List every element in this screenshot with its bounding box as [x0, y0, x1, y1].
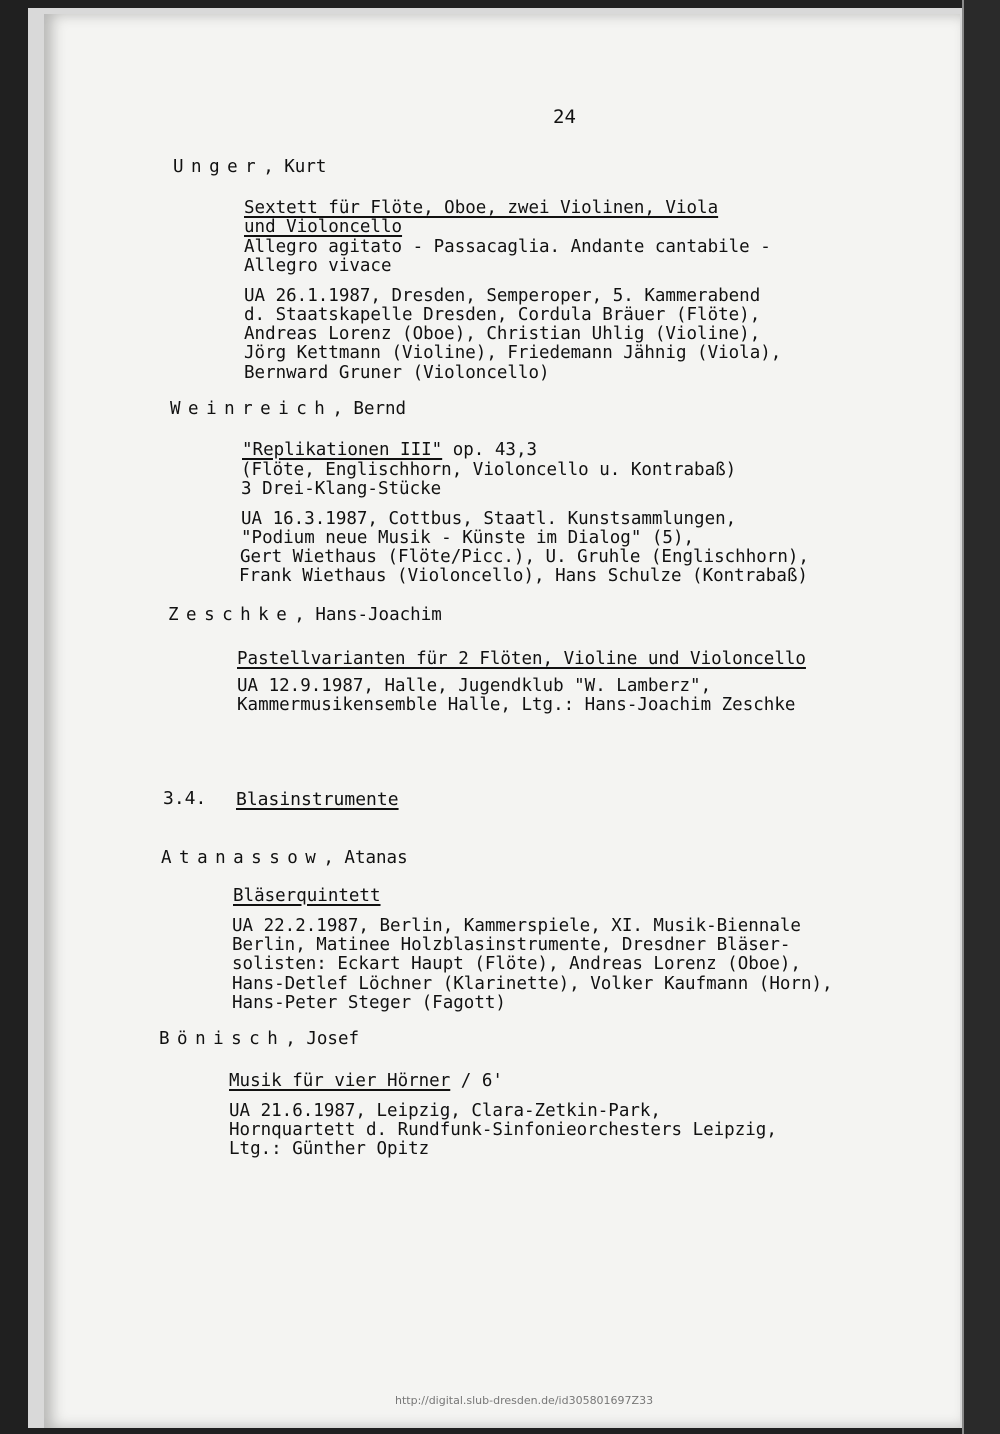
composer-firstname: Bernd	[353, 399, 407, 419]
composer-firstname: Josef	[306, 1029, 360, 1049]
work-title-line2: und Violoncello	[244, 217, 403, 237]
section-number: 3.4.	[163, 788, 207, 809]
work-title-row	[242, 441, 537, 460]
premiere-line: UA 26.1.1987, Dresden, Semperoper, 5. Kammerabend	[244, 286, 761, 306]
work-details-line: Allegro vivace	[244, 256, 392, 276]
premiere-line: UA 22.2.1987, Berlin, Kammerspiele, XI. Musik-Biennale	[232, 916, 801, 936]
composer-firstname: Hans-Joachim	[315, 605, 442, 625]
composer-surname: Zeschke	[168, 605, 295, 625]
work-details-line: Allegro agitato - Passacaglia. Andante cantabile -	[244, 237, 771, 257]
composer-heading: Unger, Kurt	[173, 157, 327, 177]
work-title: Bläserquintett	[233, 886, 381, 906]
work-title: Sextett für Flöte, Oboe, zwei Violinen, Viola	[244, 198, 719, 218]
premiere-line: Hans-Peter Steger (Fagott)	[232, 993, 506, 1013]
premiere-line: "Podium neue Musik - Künste im Dialog" (5),	[241, 528, 695, 548]
section-title: Blasinstrumente	[236, 789, 399, 810]
premiere-line: UA 12.9.1987, Halle, Jugendklub "W. Lamberz",	[237, 676, 712, 696]
composer-surname: Bönisch	[159, 1029, 286, 1049]
premiere-line: Kammermusikensemble Halle, Ltg.: Hans-Joachim Zeschke	[237, 695, 796, 715]
premiere-line: Ltg.: Günther Opitz	[229, 1139, 430, 1159]
work-title: Pastellvarianten für 2 Flöten, Violine und Violoncello	[237, 649, 806, 669]
composer-heading: Weinreich, Bernd	[170, 399, 407, 419]
premiere-line: Berlin, Matinee Holzblasinstrumente, Dresdner Bläser-	[232, 935, 791, 955]
work-title: "Replikationen III"	[242, 440, 443, 460]
composer-surname: Unger	[173, 157, 264, 177]
composer-heading: Atanassow, Atanas	[161, 848, 408, 868]
book-spine-strip	[962, 0, 1000, 1434]
work-duration: / 6'	[450, 1071, 503, 1091]
composer-heading: Bönisch, Josef	[159, 1029, 360, 1049]
premiere-line: Frank Wiethaus (Violoncello), Hans Schulze (Kontrabaß)	[239, 566, 808, 586]
premiere-line: Andreas Lorenz (Oboe), Christian Uhlig (Violine),	[244, 324, 761, 344]
premiere-line: UA 21.6.1987, Leipzig, Clara-Zetkin-Park,	[229, 1101, 661, 1121]
work-details-line: (Flöte, Englischhorn, Violoncello u. Kontrabaß)	[241, 460, 737, 480]
premiere-line: UA 16.3.1987, Cottbus, Staatl. Kunstsammlungen,	[241, 509, 737, 529]
premiere-line: Gert Wiethaus (Flöte/Picc.), U. Gruhle (Englischhorn),	[240, 547, 809, 567]
source-url: http://digital.slub-dresden.de/id305801697Z33	[395, 1394, 654, 1407]
work-details-line: 3 Drei-Klang-Stücke	[241, 479, 442, 499]
premiere-line: Jörg Kettmann (Violine), Friedemann Jähnig (Viola),	[244, 343, 782, 363]
composer-firstname: Atanas	[344, 848, 408, 868]
premiere-line: Hans-Detlef Löchner (Klarinette), Volker Kaufmann (Horn),	[232, 974, 833, 994]
document-page	[44, 14, 960, 1428]
composer-heading: Zeschke, Hans-Joachim	[168, 605, 442, 625]
premiere-line: d. Staatskapelle Dresden, Cordula Bräuer (Flöte),	[244, 305, 761, 325]
premiere-line: solisten: Eckart Haupt (Flöte), Andreas Lorenz (Oboe),	[232, 954, 801, 974]
work-opus: op. 43,3	[442, 440, 538, 460]
page-number: 24	[553, 106, 576, 128]
composer-surname: Weinreich	[170, 399, 333, 419]
premiere-line: Hornquartett d. Rundfunk-Sinfonieorchesters Leipzig,	[229, 1120, 777, 1140]
composer-surname: Atanassow	[161, 848, 324, 868]
premiere-line: Bernward Gruner (Violoncello)	[244, 363, 550, 383]
composer-firstname: Kurt	[284, 157, 327, 177]
work-title: Musik für vier Hörner	[229, 1071, 451, 1091]
work-title-row	[229, 1072, 503, 1091]
